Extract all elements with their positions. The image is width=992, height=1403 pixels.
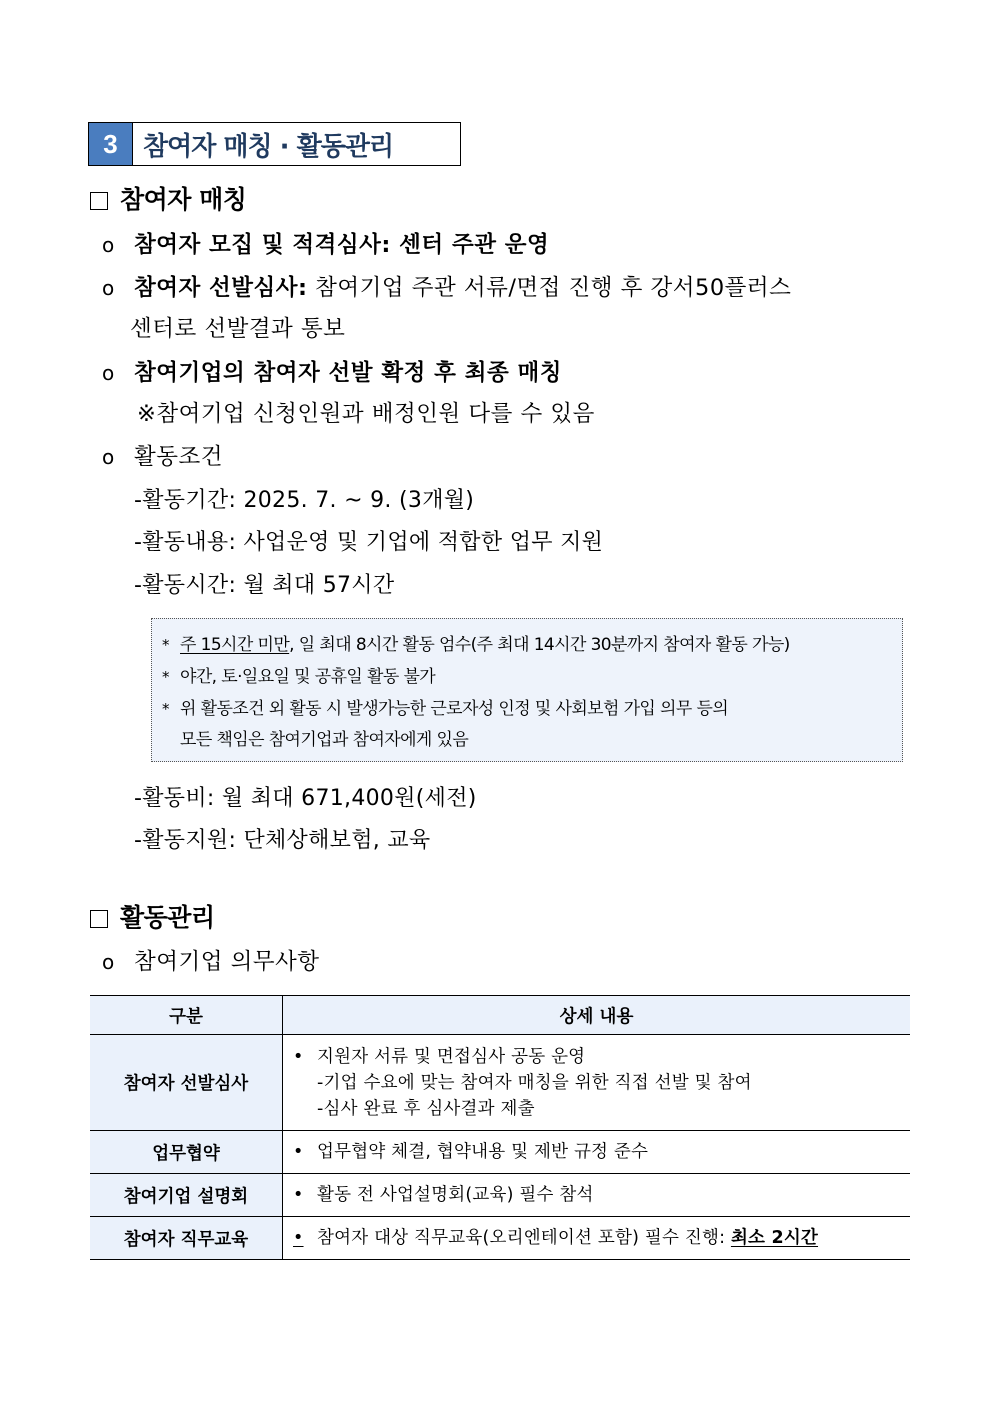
table-row [90, 1131, 910, 1174]
table-header-row [90, 996, 910, 1035]
condition-hours: -활동시간: 월 최대 57시간 [134, 573, 395, 598]
conditions-note-box [151, 618, 903, 762]
section-number-badge: 3 [89, 123, 133, 165]
management-subheading: o 참여기업 의무사항 [102, 949, 320, 975]
matching-item-1: o 참여자 모집 및 적격심사: 센터 주관 운영 [102, 232, 550, 258]
square-bullet-icon [90, 192, 108, 210]
row-details: • 업무협약 체결, 협약내용 및 제반 규정 준수 [283, 1131, 911, 1174]
matching-item-3: o 참여기업의 참여자 선발 확정 후 최종 매칭 [102, 360, 562, 386]
obligations-table [90, 995, 910, 1260]
emphasis-min-hours: 최소 2시간 [730, 1228, 819, 1248]
condition-content: -활동내용: 사업운영 및 기업에 적합한 업무 지원 [134, 530, 604, 555]
square-bullet-icon [90, 910, 108, 928]
note-line-1: * 주 15시간 미만, 일 최대 8시간 활동 엄수(주 최대 14시간 30분까지 참여자 활동 가능) [162, 635, 790, 655]
circle-bullet-icon: o [102, 361, 115, 385]
table-row [90, 1035, 910, 1131]
matching-item-2: o 참여자 선발심사: 참여기업 주관 서류/면접 진행 후 강서50플러스 [102, 275, 792, 301]
table-row [90, 1217, 910, 1260]
heading-management: 활동관리 [90, 898, 215, 934]
header-category: 구분 [90, 996, 283, 1035]
section-title: 참여자 매칭 · 활동관리 [143, 131, 394, 162]
table-row [90, 1174, 910, 1217]
section-title-box [88, 122, 461, 166]
matching-item-2-continued: 센터로 선발결과 통보 [130, 316, 346, 342]
row-category: 참여자 직무교육 [90, 1217, 283, 1260]
bullet-dot-icon: • [293, 1228, 304, 1248]
circle-bullet-icon: o [102, 445, 115, 469]
row-category: 업무협약 [90, 1131, 283, 1174]
matching-note: ※참여기업 신청인원과 배정인원 다를 수 있음 [137, 401, 595, 427]
row-category: 참여자 선발심사 [90, 1035, 283, 1131]
bullet-dot-icon: • [293, 1142, 304, 1162]
condition-pay: -활동비: 월 최대 671,400원(세전) [134, 786, 477, 811]
note-line-4: 모든 책임은 참여기업과 참여자에게 있음 [180, 730, 469, 750]
circle-bullet-icon: o [102, 950, 115, 974]
bullet-dot-icon: • [293, 1046, 304, 1067]
note-line-3: * 위 활동조건 외 활동 시 발생가능한 근로자성 인정 및 사회보험 가입 의무 등의 [162, 699, 729, 719]
header-details: 상세 내용 [283, 996, 911, 1035]
circle-bullet-icon: o [102, 233, 115, 257]
heading-matching: 참여자 매칭 [90, 180, 246, 216]
row-details: • 지원자 서류 및 면접심사 공동 운영 -기업 수요에 맞는 참여자 매칭을 위한 직접 선발 및 참여 -심사 완료 후 심사결과 제출 [283, 1035, 911, 1131]
condition-period: -활동기간: 2025. 7. ~ 9. (3개월) [134, 488, 475, 513]
matching-item-4: o 활동조건 [102, 444, 223, 470]
row-details: • 활동 전 사업설명회(교육) 필수 참석 [283, 1174, 911, 1217]
bullet-dot-icon: • [293, 1185, 304, 1205]
circle-bullet-icon: o [102, 276, 115, 300]
condition-support: -활동지원: 단체상해보험, 교육 [134, 828, 431, 853]
row-category: 참여기업 설명회 [90, 1174, 283, 1217]
row-details: • 참여자 대상 직무교육(오리엔테이션 포함) 필수 진행: 최소 2시간 [283, 1217, 911, 1260]
note-line-2: * 야간, 토·일요일 및 공휴일 활동 불가 [162, 667, 436, 687]
